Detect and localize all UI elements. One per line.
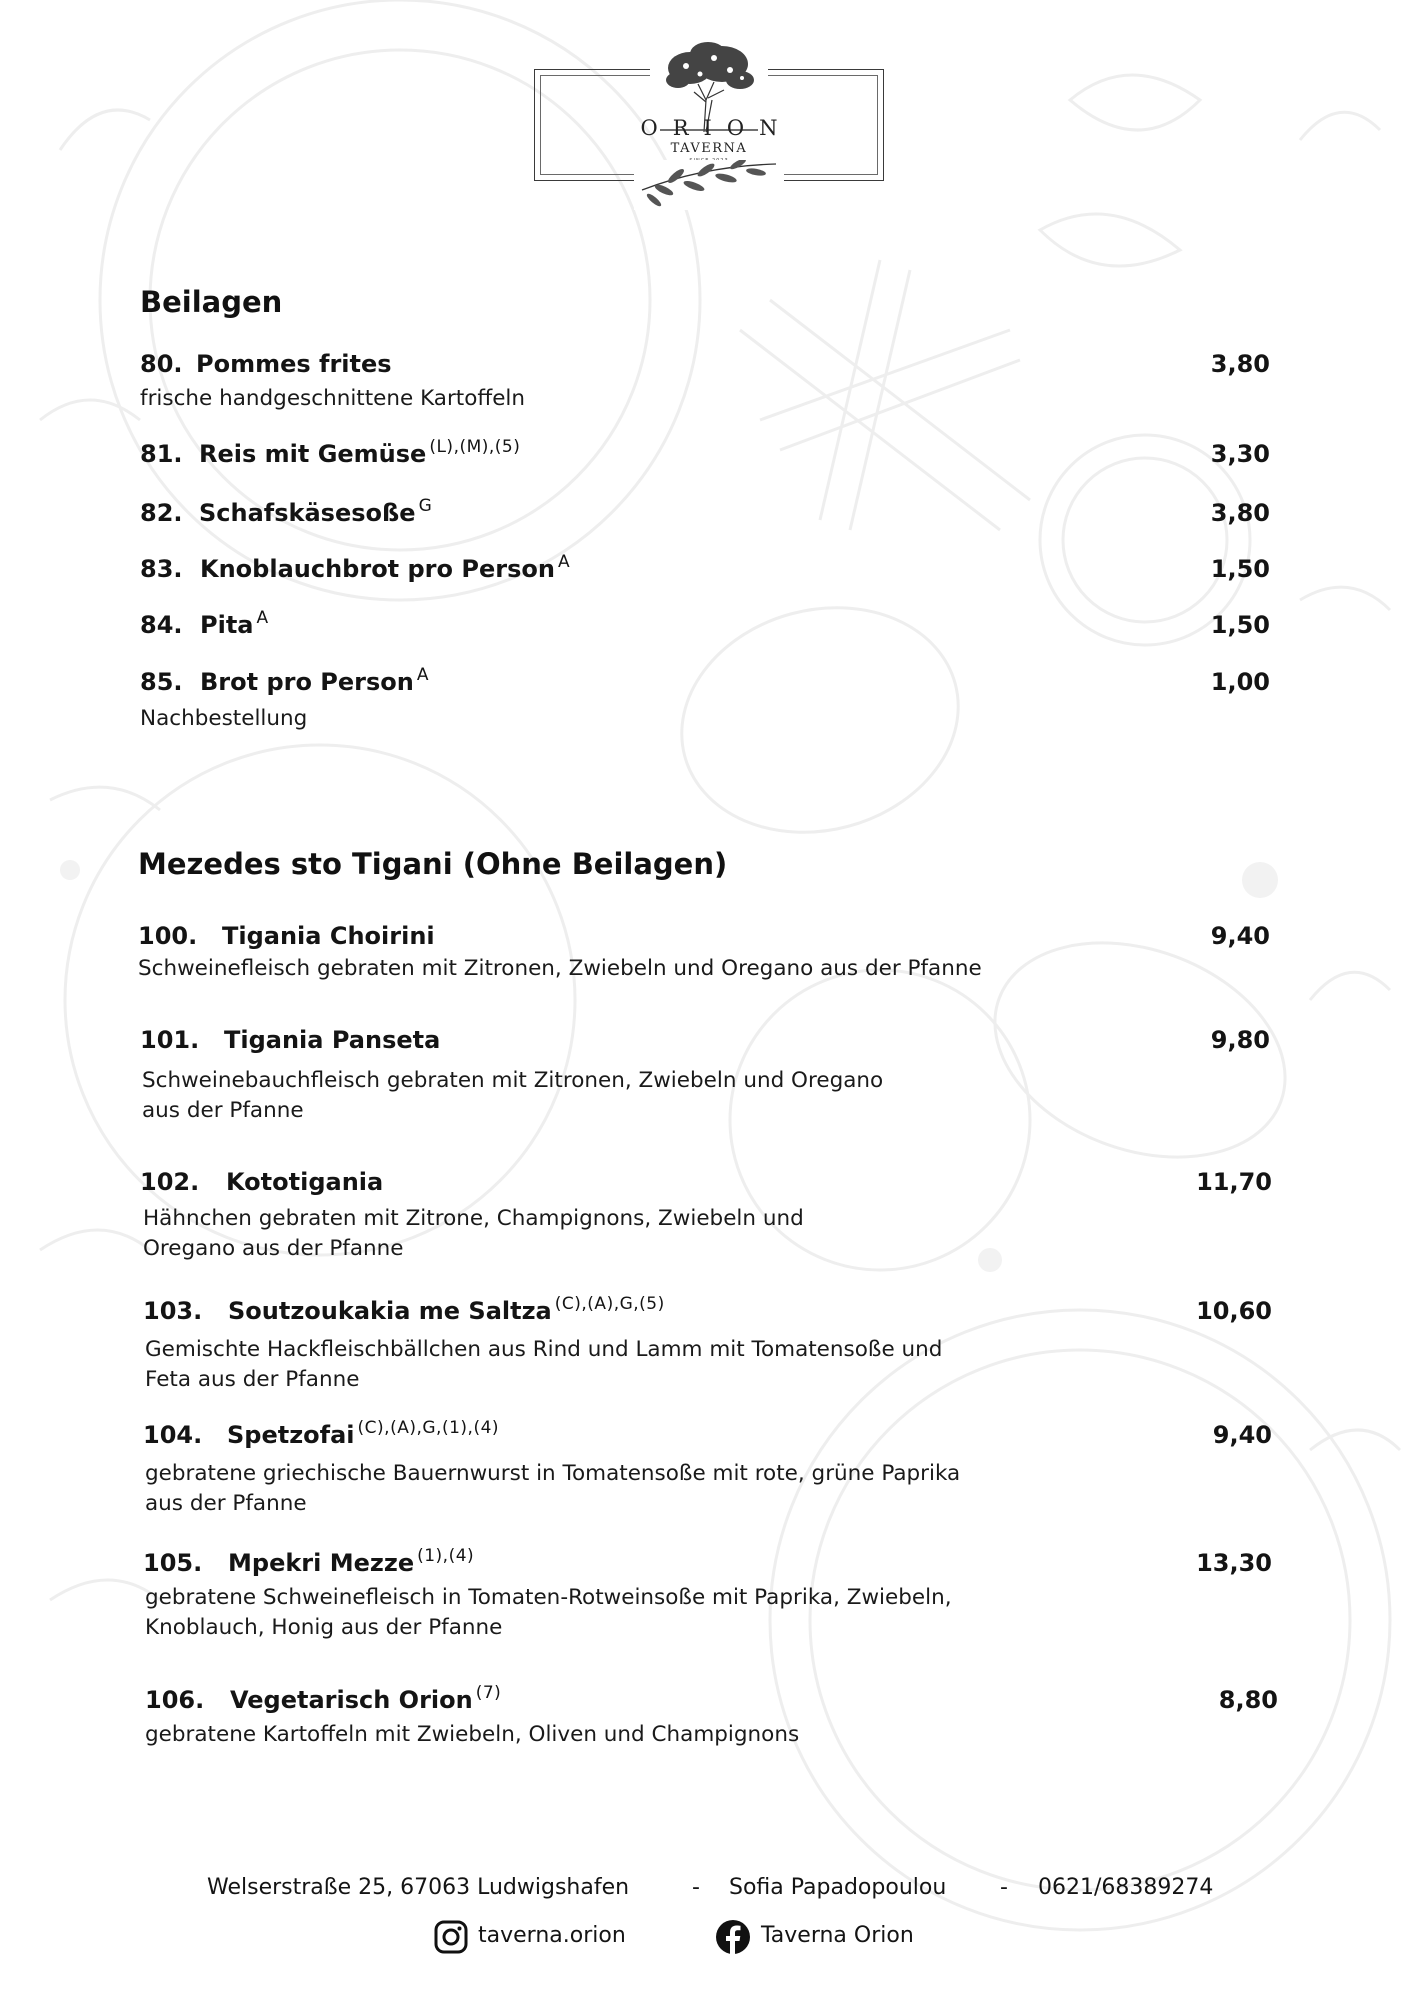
item-description: aus der Pfanne [142, 1098, 304, 1123]
item-price: 9,40 [1212, 1421, 1272, 1449]
item-number: 81. [140, 440, 183, 468]
item-description: Schweinebauchfleisch gebraten mit Zitronen, Zwiebeln und Oregano [142, 1068, 884, 1093]
item-number: 102. [140, 1168, 200, 1196]
item-name: Vegetarisch Orion $^{(7)}$ [230, 1683, 502, 1714]
section-title-beilagen: Beilagen [140, 285, 283, 319]
footer-owner: Sofia Papadopoulou [729, 1875, 947, 1900]
section-title-mezedes: Mezedes sto Tigani (Ohne Beilagen) [138, 847, 728, 881]
item-number: 83. [140, 555, 183, 583]
footer [0, 1875, 1414, 1995]
logo-subtitle: TAVERNA [670, 141, 748, 156]
footer-separator: - [1000, 1875, 1008, 1900]
logo-name: ORION [640, 116, 793, 140]
instagram-handle[interactable]: taverna.orion [478, 1923, 626, 1948]
item-name: Pita $^A$ [200, 608, 269, 639]
footer-separator: - [692, 1875, 700, 1900]
item-number: 100. [138, 922, 198, 950]
item-description: Knoblauch, Honig aus der Pfanne [145, 1615, 503, 1640]
item-description: frische handgeschnittene Kartoffeln [140, 386, 526, 411]
item-price: 1,50 [1210, 611, 1270, 639]
item-price: 8,80 [1218, 1686, 1278, 1714]
item-name: Tigania Panseta [224, 1026, 441, 1054]
item-description: Oregano aus der Pfanne [143, 1236, 404, 1261]
allergen-codes: A [416, 665, 430, 685]
item-price: 3,30 [1210, 440, 1270, 468]
item-name: Brot pro Person $^A$ [200, 665, 430, 696]
item-number: 85. [140, 668, 183, 696]
allergen-codes: (C),(A),G,(5) [554, 1294, 665, 1314]
facebook-page[interactable]: Taverna Orion [761, 1923, 914, 1948]
item-number: 80. [140, 350, 183, 378]
item-name: Mpekri Mezze $^{(1),(4)}$ [228, 1546, 475, 1577]
item-description: Schweinefleisch gebraten mit Zitronen, Zwiebeln und Oregano aus der Pfanne [138, 956, 982, 981]
item-price: 10,60 [1196, 1297, 1272, 1325]
item-price: 3,80 [1210, 499, 1270, 527]
item-number: 106. [145, 1686, 205, 1714]
item-description: gebratene Kartoffeln mit Zwiebeln, Oliven und Champignons [145, 1722, 800, 1747]
allergen-codes: (1),(4) [417, 1546, 475, 1566]
instagram-icon [433, 1919, 469, 1955]
item-name: Kototigania [226, 1168, 384, 1196]
item-description: Gemischte Hackfleischbällchen aus Rind und Lamm mit Tomatensoße und [145, 1337, 943, 1362]
item-name: Knoblauchbrot pro Person $^A$ [200, 552, 571, 583]
item-number: 82. [140, 499, 183, 527]
item-price: 13,30 [1196, 1549, 1272, 1577]
allergen-codes: A [557, 552, 571, 572]
item-description: Hähnchen gebraten mit Zitrone, Champignons, Zwiebeln und [143, 1206, 804, 1231]
allergen-codes: A [256, 608, 269, 628]
item-name: Spetzofai $^{(C),(A),G,(1),(4)}$ [227, 1418, 500, 1449]
item-price: 1,00 [1210, 668, 1270, 696]
footer-phone[interactable]: 0621/68389274 [1038, 1875, 1214, 1900]
taverna-logo [534, 40, 886, 212]
item-price: 11,70 [1196, 1168, 1272, 1196]
logo-since: SINCE 2023 [689, 158, 729, 164]
item-name: Schafskäsesoße $^G$ [199, 496, 433, 527]
allergen-codes: (7) [475, 1683, 502, 1703]
item-name: Tigania Choirini [222, 922, 435, 950]
allergen-codes: G [418, 496, 433, 516]
item-description: gebratene griechische Bauernwurst in Tomatensoße mit rote, grüne Paprika [145, 1461, 961, 1486]
item-name: Pommes frites [196, 350, 392, 378]
item-number: 105. [143, 1549, 203, 1577]
item-price: 3,80 [1210, 350, 1270, 378]
footer-address: Welserstraße 25, 67063 Ludwigshafen [207, 1875, 630, 1900]
item-price: 9,40 [1210, 922, 1270, 950]
item-price: 9,80 [1210, 1026, 1270, 1054]
item-number: 104. [143, 1421, 203, 1449]
item-price: 1,50 [1210, 555, 1270, 583]
item-description: aus der Pfanne [145, 1491, 307, 1516]
item-name: Reis mit Gemüse $^{(L),(M),(5)}$ [199, 437, 521, 468]
olive-branch-icon [634, 160, 784, 210]
item-description: gebratene Schweinefleisch in Tomaten-Rotweinsoße mit Paprika, Zwiebeln, [145, 1585, 952, 1610]
item-number: 103. [143, 1297, 203, 1325]
item-number: 84. [140, 611, 183, 639]
item-number: 101. [140, 1026, 200, 1054]
item-name: Soutzoukakia me Saltza $^{(C),(A),G,(5)}$ [228, 1294, 665, 1325]
item-description: Feta aus der Pfanne [145, 1367, 360, 1392]
allergen-codes: (L),(M),(5) [429, 437, 521, 457]
item-description: Nachbestellung [140, 706, 308, 731]
allergen-codes: (C),(A),G,(1),(4) [357, 1418, 500, 1438]
facebook-icon [715, 1919, 751, 1955]
